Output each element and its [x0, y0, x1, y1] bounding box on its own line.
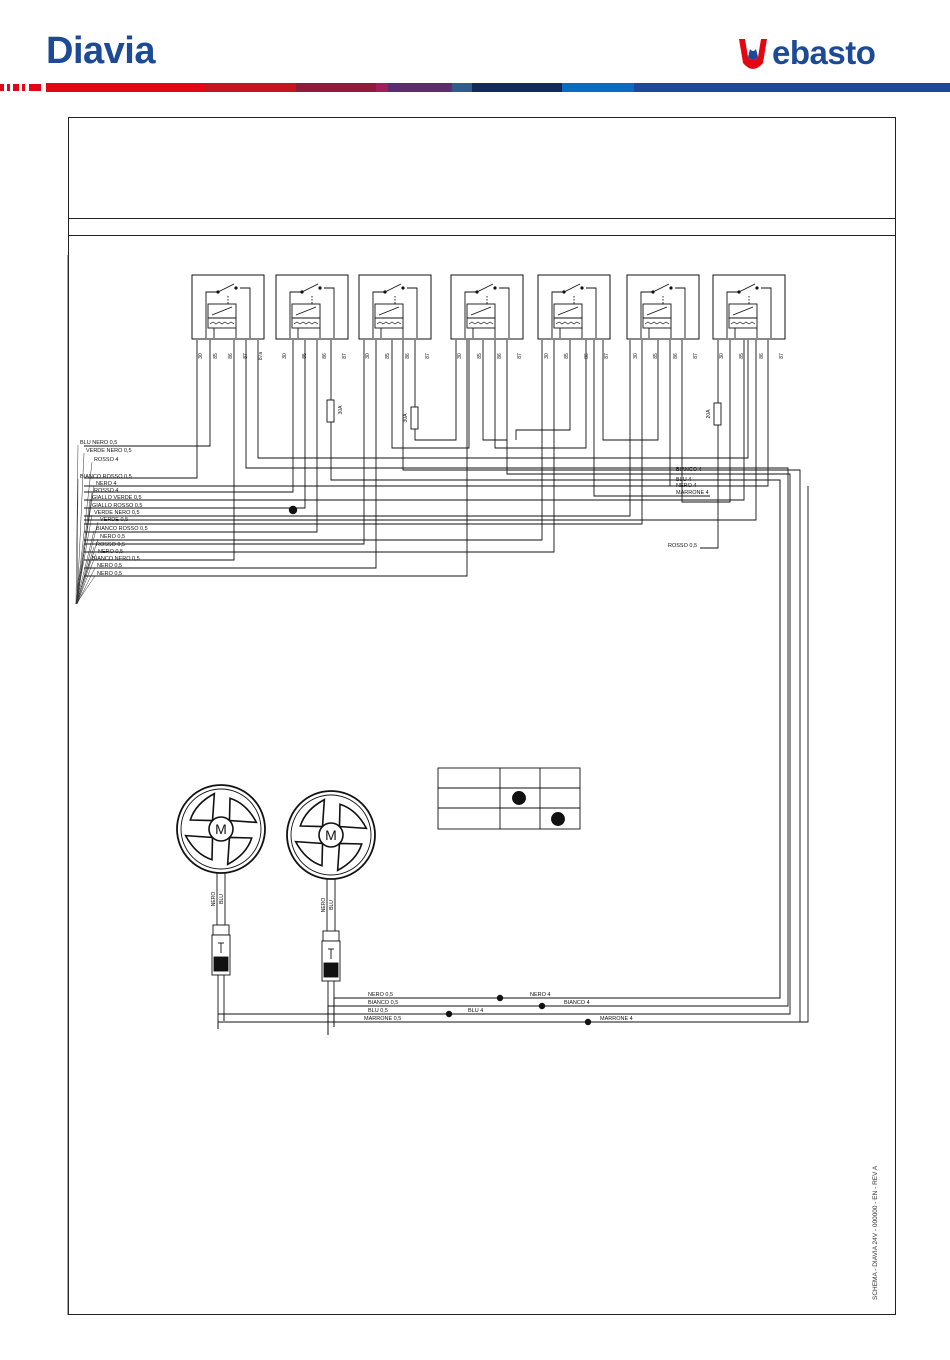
relay-pin-label: 30 — [457, 353, 463, 359]
connector-pins — [214, 957, 228, 971]
motor-wire-label: BLU — [219, 894, 225, 904]
left-wire-label: ROSSO 4 — [94, 457, 119, 463]
relay-pin-label: 87 — [342, 353, 348, 359]
left-wire-label: BIANCO ROSSO 0,5 — [96, 526, 148, 532]
fuse-2 — [411, 407, 418, 429]
bottom-wire-label: BLU 0,5 — [368, 1008, 388, 1014]
relay-pin-label: 30 — [198, 353, 204, 359]
relay-pin-label: 30 — [282, 353, 288, 359]
right-wire-label: MARRONE 4 — [676, 490, 709, 496]
right-wire-label: BLU 4 — [676, 477, 692, 483]
fuse-2-label: 30A — [403, 413, 409, 423]
left-wire-label: BLU NERO 0,5 — [80, 440, 118, 446]
switch-table — [438, 768, 580, 829]
right-wire-label: BIANCO 4 — [676, 467, 702, 473]
relay-pin-label: 30 — [365, 353, 371, 359]
relay-1 — [192, 275, 264, 339]
left-wire-label: GIALLO VERDE 0,5 — [92, 495, 142, 501]
left-wire-label: VERDE NERO 0,5 — [94, 510, 140, 516]
motor-symbol: M — [215, 821, 227, 837]
left-harness — [76, 445, 98, 604]
relay-pin-label: 86 — [759, 353, 765, 359]
connector-pins — [324, 963, 338, 977]
left-wire-label: NERO 0,5 — [97, 563, 123, 569]
fuse-3 — [714, 403, 721, 425]
relay-pin-label: 85 — [564, 353, 570, 359]
relay-2 — [276, 275, 348, 339]
relay-pin-label: 85 — [653, 353, 659, 359]
relay-housing — [713, 275, 785, 339]
relay-6 — [627, 275, 699, 339]
relay-pin-label: 86 — [584, 353, 590, 359]
motor-symbol: M — [325, 827, 337, 843]
motor-wire-label: NERO — [211, 891, 217, 907]
relay-pin-label: 86 — [673, 353, 679, 359]
left-wire-label: GIALLO ROSSO 0,5 — [92, 503, 143, 509]
relay-pin-label: 85 — [739, 353, 745, 359]
relay-pin-label: 85 — [213, 353, 219, 359]
fuse-3-label: 20A — [706, 409, 712, 419]
motor-wire-label: NERO — [321, 897, 327, 913]
relay-housing — [538, 275, 610, 339]
relay-housing — [627, 275, 699, 339]
relay-pin-label: 87 — [425, 353, 431, 359]
relay-housing — [359, 275, 431, 339]
bottom-wire-label: BIANCO 0,5 — [368, 1000, 399, 1006]
bottom-wire-label: NERO 0,5 — [368, 992, 394, 998]
bottom-wire-label: NERO 4 — [530, 992, 551, 998]
right-wire-label: NERO 4 — [676, 483, 697, 489]
left-wire-label: NERO 0,5 — [100, 534, 126, 540]
relay-7 — [713, 275, 785, 339]
junction-dot — [446, 1011, 452, 1017]
relay-pin-label: 86 — [497, 353, 503, 359]
relay-pin-labels — [198, 352, 785, 361]
junction-dot — [497, 995, 503, 1001]
junction-dot — [539, 1003, 545, 1009]
relay-pin-label: 87 — [517, 353, 523, 359]
relay-4 — [451, 275, 523, 339]
bottom-wire-label: BLU 4 — [468, 1008, 484, 1014]
left-wire-label: ROSSO 4 — [94, 488, 119, 494]
connector-top — [323, 931, 339, 941]
relay-pin-label: 86 — [228, 353, 234, 359]
relay-wiring — [84, 340, 808, 1022]
left-wire-label: BIANCO NERO 0,5 — [92, 556, 140, 562]
left-wire-label: VERDE NERO 0,5 — [86, 448, 132, 454]
bottom-wire-label: MARRONE 0,5 — [364, 1016, 402, 1022]
table-dot — [513, 792, 526, 805]
relay-pin-label: 85 — [477, 353, 483, 359]
connector-top — [213, 925, 229, 935]
bottom-wire-label: BIANCO 4 — [564, 1000, 590, 1006]
relay-housing — [451, 275, 523, 339]
relay-pin-label: 87 — [604, 353, 610, 359]
relay-housing — [276, 275, 348, 339]
relay-pin-label: 86 — [322, 353, 328, 359]
table-dot — [552, 813, 565, 826]
relay-3 — [359, 275, 431, 339]
left-wire-label: BIANCO ROSSO 0,5 — [80, 474, 132, 480]
right-wire-labels — [668, 467, 709, 549]
relay-pin-label: 85 — [385, 353, 391, 359]
junction-dot — [585, 1019, 591, 1025]
diavia-logo: Diavia — [46, 30, 155, 72]
relay-pin-label: 86 — [405, 353, 411, 359]
junction-dot — [289, 506, 297, 514]
relay-pin-label: 87a — [258, 351, 264, 361]
relay-pin-label: 87 — [779, 353, 785, 359]
left-wire-label: VERDE 0,5 — [100, 517, 129, 523]
webasto-wordmark: ebasto — [772, 34, 876, 71]
fuse-1-label: 30A — [338, 405, 344, 415]
relay-pin-label: 85 — [302, 353, 308, 359]
right-single-label: ROSSO 0,5 — [668, 543, 698, 549]
bottom-wire-label: MARRONE 4 — [600, 1016, 633, 1022]
relay-pin-label: 87 — [693, 353, 699, 359]
fan-motor-1 — [177, 785, 265, 1029]
relay-pin-label: 87 — [243, 353, 249, 359]
relay-5 — [538, 275, 610, 339]
document-reference: SCHEMA - DIAVIA 24V - 000000 - EN - REV A — [872, 1165, 879, 1300]
left-wire-label: NERO 4 — [96, 481, 117, 487]
relay-pin-label: 30 — [544, 353, 550, 359]
relay-pin-label: 30 — [633, 353, 639, 359]
relay-housing — [192, 275, 264, 339]
motor-wire-label: BLU — [329, 900, 335, 910]
fuse-1 — [327, 400, 334, 422]
relay-bank — [192, 275, 785, 339]
left-wire-label: NERO 0,5 — [98, 549, 124, 555]
relay-pin-label: 30 — [719, 353, 725, 359]
left-wire-label: NERO 0,5 — [97, 571, 123, 577]
fuses — [327, 400, 721, 429]
left-wire-label: ROSSO 0,5 — [96, 542, 126, 548]
